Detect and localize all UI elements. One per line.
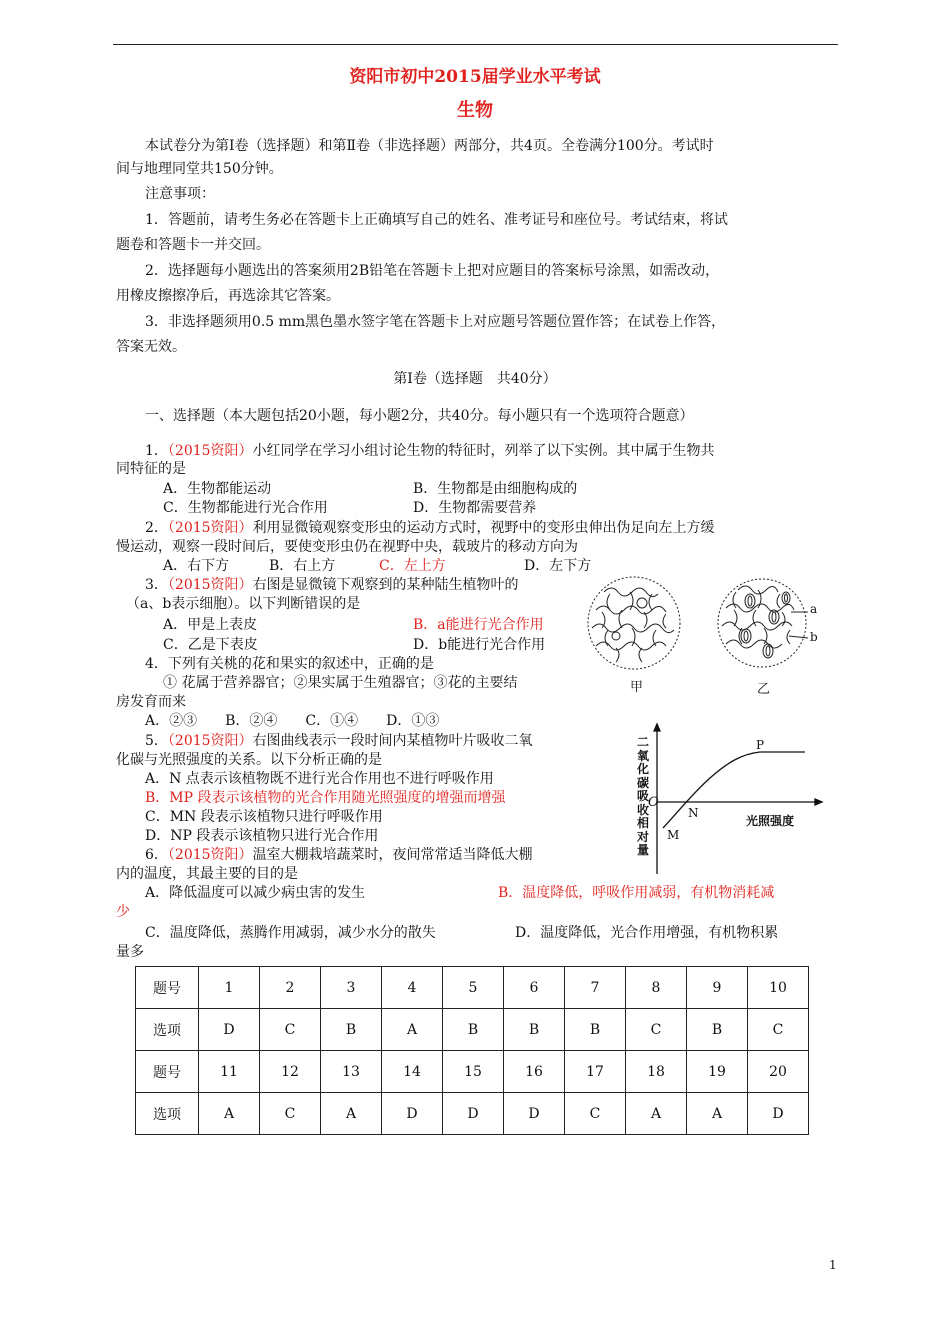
row-header-cell: 选项 [136, 1093, 199, 1135]
notice-2a: 2．选择题每小题选出的答案须用2B铅笔在答题卡上把对应题目的答案标号涂黑，如需改动， [145, 263, 720, 279]
question-5-stem-2: 化碳与光照强度的关系。以下分析正确的是 [116, 752, 382, 768]
table-cell: 8 [626, 967, 687, 1009]
table-cell: B [321, 1009, 382, 1051]
table-cell: C [260, 1009, 321, 1051]
notice-1a: 1．答题前，请考生务必在答题卡上正确填写自己的姓名、准考证号和座位号。考试结束，将试 [145, 212, 728, 228]
q2-option-b: B．右上方 [269, 558, 336, 574]
source-tag: （2015资阳） [167, 847, 253, 863]
table-cell: B [565, 1009, 626, 1051]
q5-option-d: D．NP 段表示该植物只进行光合作用 [145, 828, 379, 844]
q6-option-b: B．温度降低，呼吸作用减弱，有机物消耗减 [498, 885, 775, 901]
question-1-stem: 1．（2015资阳）小红同学在学习小组讨论生物的特征时，列举了以下实例。其中属于生物共 [145, 443, 715, 459]
table-cell: B [687, 1009, 748, 1051]
row-header-cell: 选项 [136, 1009, 199, 1051]
figure-label-yi: 乙 [757, 682, 771, 697]
question-3-stem-2: （a、b表示细胞）。以下判断错误的是 [126, 596, 361, 612]
graph-point-n: N [688, 806, 699, 820]
table-row [136, 1093, 809, 1135]
question-4-stem: 4．下列有关桃的花和果实的叙述中，正确的是 [145, 656, 434, 672]
table-cell: 7 [565, 967, 626, 1009]
table-cell: 11 [199, 1051, 260, 1093]
q6-option-c: C．温度降低，蒸腾作用减弱，减少水分的散失 [145, 925, 436, 941]
table-cell: D [199, 1009, 260, 1051]
q4-options: A．②③ B．②④ C．①④ D．①③ [145, 713, 440, 729]
section-instructions: 一、选择题（本大题包括20小题，每小题2分，共40分。每小题只有一个选项符合题意） [145, 408, 694, 424]
q3-option-b: B．a能进行光合作用 [413, 617, 544, 633]
table-cell: 16 [504, 1051, 565, 1093]
source-tag: （2015资阳） [167, 520, 253, 536]
table-cell: 3 [321, 967, 382, 1009]
q2-option-a: A．右下方 [163, 558, 230, 574]
question-5-stem: 5．（2015资阳）右图曲线表示一段时间内某植物叶片吸收二氧 [145, 733, 533, 749]
table-cell: 14 [382, 1051, 443, 1093]
q5-option-c: C．MN 段表示该植物只进行呼吸作用 [145, 809, 383, 825]
question-4-stem-3: 房发育而来 [116, 694, 186, 710]
notice-1b: 题卷和答题卡一并交回。 [116, 237, 270, 253]
table-cell: C [748, 1009, 809, 1051]
question-6-stem-2: 内的温度，其最主要的目的是 [116, 866, 298, 882]
q3-option-c: C．乙是下表皮 [163, 637, 258, 653]
table-cell: 2 [260, 967, 321, 1009]
table-cell: D [748, 1093, 809, 1135]
question-2-stem-2: 慢运动，观察一段时间后，要使变形虫仍在视野中央，载玻片的移动方向为 [116, 539, 578, 555]
top-rule [113, 44, 838, 45]
table-cell: A [199, 1093, 260, 1135]
notice-heading: 注意事项： [145, 186, 215, 202]
page-number: 1 [829, 1258, 837, 1272]
row-header-cell: 题号 [136, 967, 199, 1009]
q2-option-c: C．左上方 [379, 558, 446, 574]
graph-y-label: 二 氧 化 碳 吸 收 相 对 量 [637, 735, 650, 857]
table-cell: 15 [443, 1051, 504, 1093]
table-cell: 13 [321, 1051, 382, 1093]
exam-title: 资阳市初中2015届学业水平考试 [349, 67, 601, 87]
q6-option-d-cont: 量多 [116, 944, 144, 960]
table-cell: 4 [382, 967, 443, 1009]
graph-origin-label: O [648, 795, 659, 810]
table-cell: 20 [748, 1051, 809, 1093]
graph-x-label: 光照强度 [746, 814, 795, 828]
table-cell: B [504, 1009, 565, 1051]
question-4-stem-2: ① 花属于营养器官；②果实属于生殖器官；③花的主要结 [163, 675, 518, 691]
table-cell: C [565, 1093, 626, 1135]
table-cell: D [382, 1093, 443, 1135]
figure-label-b: b [810, 630, 818, 644]
notice-3b: 答案无效。 [116, 339, 186, 355]
q3-option-d: D．b能进行光合作用 [413, 637, 546, 653]
question-1-stem-2: 同特征的是 [116, 461, 186, 477]
q5-option-b: B．MP 段表示该植物的光合作用随光照强度的增强而增强 [145, 790, 506, 806]
exam-subject: 生物 [457, 100, 493, 121]
figure-label-jia: 甲 [630, 680, 644, 695]
source-tag: （2015资阳） [167, 443, 253, 459]
table-cell: D [504, 1093, 565, 1135]
table-cell: 18 [626, 1051, 687, 1093]
table-cell: B [443, 1009, 504, 1051]
notice-3a: 3．非选择题须用0.5 mm黑色墨水签字笔在答题卡上对应题号答题位置作答；在试卷上作答， [145, 314, 726, 330]
co2-light-graph [630, 716, 830, 876]
row-header-cell: 题号 [136, 1051, 199, 1093]
table-cell: A [687, 1093, 748, 1135]
source-tag: （2015资阳） [167, 577, 253, 593]
table-row [136, 1051, 809, 1093]
table-cell: A [321, 1093, 382, 1135]
q6-option-b-cont: 少 [116, 904, 130, 920]
table-cell: A [626, 1093, 687, 1135]
table-row [136, 1009, 809, 1051]
leaf-epidermis-figure [586, 570, 826, 695]
question-6-stem: 6．（2015资阳）温室大棚栽培蔬菜时，夜间常常适当降低大棚 [145, 847, 533, 863]
table-row [136, 967, 809, 1009]
answer-table [135, 966, 809, 1135]
table-cell: 10 [748, 967, 809, 1009]
q3-option-a: A．甲是上表皮 [163, 617, 258, 633]
section-heading: 第Ⅰ卷（选择题 共40分） [393, 371, 557, 387]
source-tag: （2015资阳） [167, 733, 253, 749]
table-cell: A [382, 1009, 443, 1051]
table-cell: C [260, 1093, 321, 1135]
q1-option-b: B．生物都是由细胞构成的 [413, 481, 578, 497]
notice-2b: 用橡皮擦擦净后，再选涂其它答案。 [116, 288, 340, 304]
figure-label-a: a [810, 602, 818, 616]
q1-option-a: A．生物都能运动 [163, 481, 272, 497]
q1-option-c: C．生物都能进行光合作用 [163, 500, 328, 516]
table-cell: D [443, 1093, 504, 1135]
q2-option-d: D．左下方 [524, 558, 592, 574]
q1-option-d: D．生物都需要营养 [413, 500, 537, 516]
table-cell: 9 [687, 967, 748, 1009]
table-cell: 17 [565, 1051, 626, 1093]
q6-option-d: D．温度降低，光合作用增强，有机物积累 [515, 925, 779, 941]
question-2-stem: 2．（2015资阳）利用显微镜观察变形虫的运动方式时，视野中的变形虫伸出伪足向左上方缓 [145, 520, 715, 536]
table-cell: C [626, 1009, 687, 1051]
graph-point-p: P [756, 738, 765, 752]
q5-option-a: A．N 点表示该植物既不进行光合作用也不进行呼吸作用 [145, 771, 494, 787]
table-cell: 19 [687, 1051, 748, 1093]
table-cell: 1 [199, 967, 260, 1009]
graph-point-m: M [667, 828, 680, 842]
table-cell: 6 [504, 967, 565, 1009]
intro-line-2: 间与地理同堂共150分钟。 [116, 161, 283, 177]
q6-option-a: A．降低温度可以减少病虫害的发生 [145, 885, 366, 901]
table-cell: 12 [260, 1051, 321, 1093]
table-cell: 5 [443, 967, 504, 1009]
question-3-stem: 3．（2015资阳）右图是显微镜下观察到的某种陆生植物叶的 [145, 577, 519, 593]
intro-line-1: 本试卷分为第Ⅰ卷（选择题）和第Ⅱ卷（非选择题）两部分，共4页。全卷满分100分。考试时 [145, 138, 714, 154]
